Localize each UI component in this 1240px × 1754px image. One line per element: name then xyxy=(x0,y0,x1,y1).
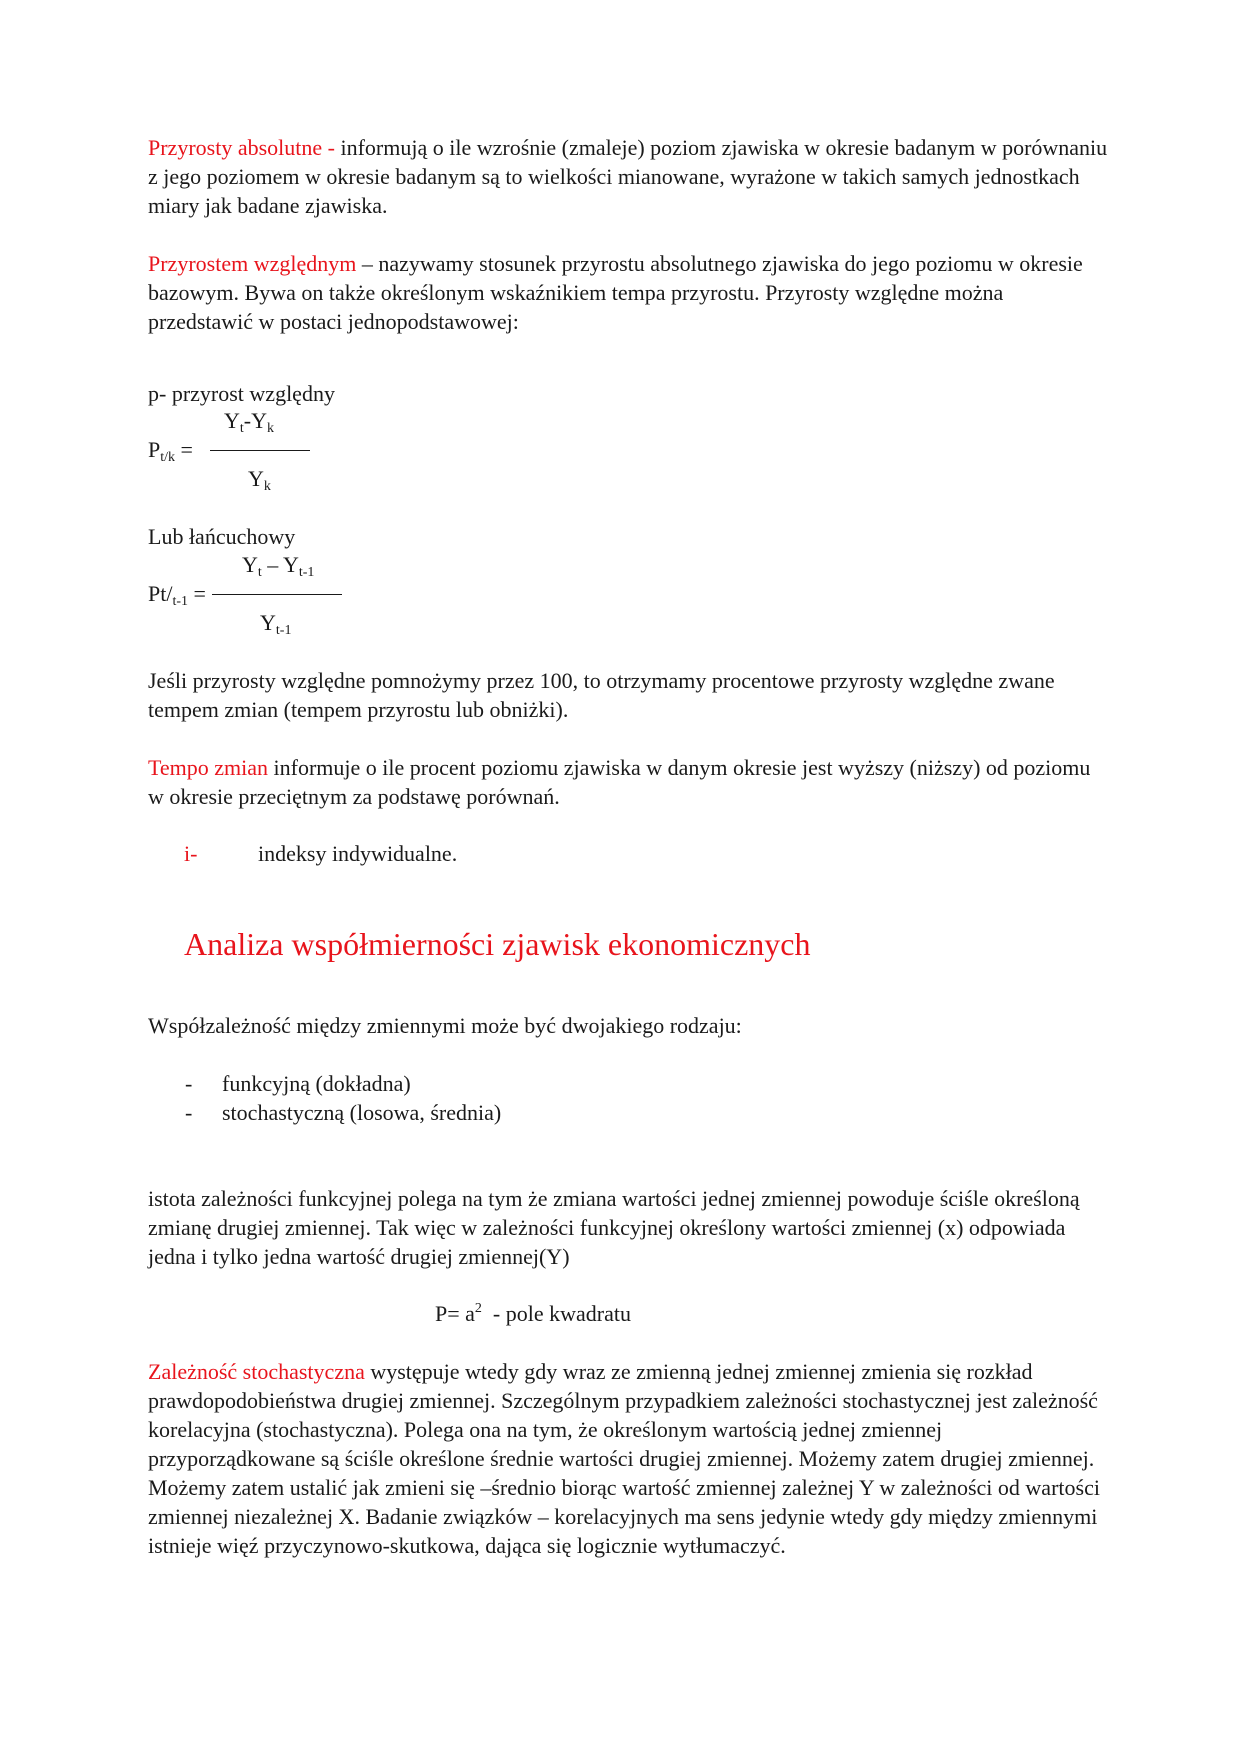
paragraph-interdependence: Współzależność między zmiennymi może być dwojakiego rodzaju: xyxy=(148,1013,742,1038)
section-heading: Analiza współmierności zjawisk ekonomicznych xyxy=(184,926,811,962)
formula-1-fraction-bar xyxy=(210,450,310,451)
paragraph-text: informuje o ile procent poziomu zjawiska w danym okresie jest wyższy (niższy) od poziomu w okresie przeciętnym za podstawę porównań. xyxy=(148,755,1091,809)
list-item: stochastyczną (losowa, średnia) xyxy=(222,1100,502,1125)
formula-2-fraction-bar xyxy=(212,594,342,595)
list-item-mark: - xyxy=(185,1071,193,1096)
formula-2-lhs: $Pt/_{t-1}$ = xyxy=(148,581,206,609)
paragraph-tempo-zmian xyxy=(148,753,1108,811)
term-stochastic-dependence: Zależność stochastyczna xyxy=(148,1359,365,1384)
term-absolute-increments: Przyrosty absolutne - xyxy=(148,135,341,160)
list-item: funkcyjną (dokładna) xyxy=(222,1071,411,1096)
formula-square-area: $P= a^2$ - pole kwadratu xyxy=(435,1301,631,1326)
paragraph-stochastic-dependence xyxy=(148,1357,1108,1560)
formula-1-label: p- przyrost względny xyxy=(148,381,335,406)
index-item-mark: i- xyxy=(184,841,198,866)
paragraph-relative-increment xyxy=(148,249,1108,336)
paragraph-functional-dependence: istota zależności funkcyjnej polega na tym że zmiana wartości jednej zmiennej powoduje ściśle określoną zmianę drugiej zmiennej. Tak więc w zależności funkcyjnej określony wartości zmiennej (x) odpowiada jedna i tylko jedna wartość drugiej zmiennej(Y) xyxy=(148,1186,1080,1269)
paragraph-absolute-increments xyxy=(148,133,1108,220)
formula-1-denominator: $Y_k$ xyxy=(248,466,271,494)
term-tempo-zmian: Tempo zmian xyxy=(148,755,269,780)
paragraph-text: – nazywamy stosunek przyrostu absolutnego zjawiska do jego poziomu w okresie bazowym. Bywa on także określonym wskaźnikiem tempa przyrostu. Przyrosty względne można przedstawić w postaci jednopodstawowej: xyxy=(148,251,1083,334)
paragraph-text: występuje wtedy gdy wraz ze zmienną jednej zmiennej zmienia się rozkład prawdopodobieństwa drugiej zmiennej. Szczególnym przypadkiem zależności stochastycznej jest zależność korelacyjna (stochastyczna). Polega ona na tym, że określonym wartością jednej zmiennej przyporządkowane są ściśle określone średnie wartości drugiej zmiennej. Możemy zatem drugiej zmiennej. Możemy zatem ustalić jak zmieni się –średnio biorąc wartość zmiennej zależnej Y w zależności od wartości zmiennej niezależnej X. Badanie związków – korelacyjnych ma sens jedynie wtedy gdy między zmiennymi istnieje więź przyczynowo-skutkowa, dająca się logicznie wytłumaczyć. xyxy=(148,1359,1100,1558)
formula-2-denominator: $Y_{t-1}$ xyxy=(260,610,292,638)
index-item-text: indeksy indywidualne. xyxy=(258,841,458,866)
formula-1-numerator: $Y_t-Y_k$ xyxy=(224,408,274,436)
term-relative-increment: Przyrostem względnym xyxy=(148,251,357,276)
paragraph-percent-increments: Jeśli przyrosty względne pomnożymy przez 100, to otrzymamy procentowe przyrosty względne zwane tempem zmian (tempem przyrostu lub obniżki). xyxy=(148,668,1055,722)
formula-1-lhs: $P_{t/k}$ = xyxy=(148,437,193,465)
paragraph-text: informują o ile wzrośnie (zmaleje) poziom zjawiska w okresie badanym w porównaniu z jego poziomem w okresie badanym są to wielkości mianowane, wyrażone w takich samych jednostkach miary jak badane zjawiska. xyxy=(148,135,1108,218)
list-item-mark: - xyxy=(185,1100,193,1125)
formula-2-numerator: $Y_t - Y_{t-1}$ xyxy=(242,552,315,580)
formula-2-label: Lub łańcuchowy xyxy=(148,524,296,549)
